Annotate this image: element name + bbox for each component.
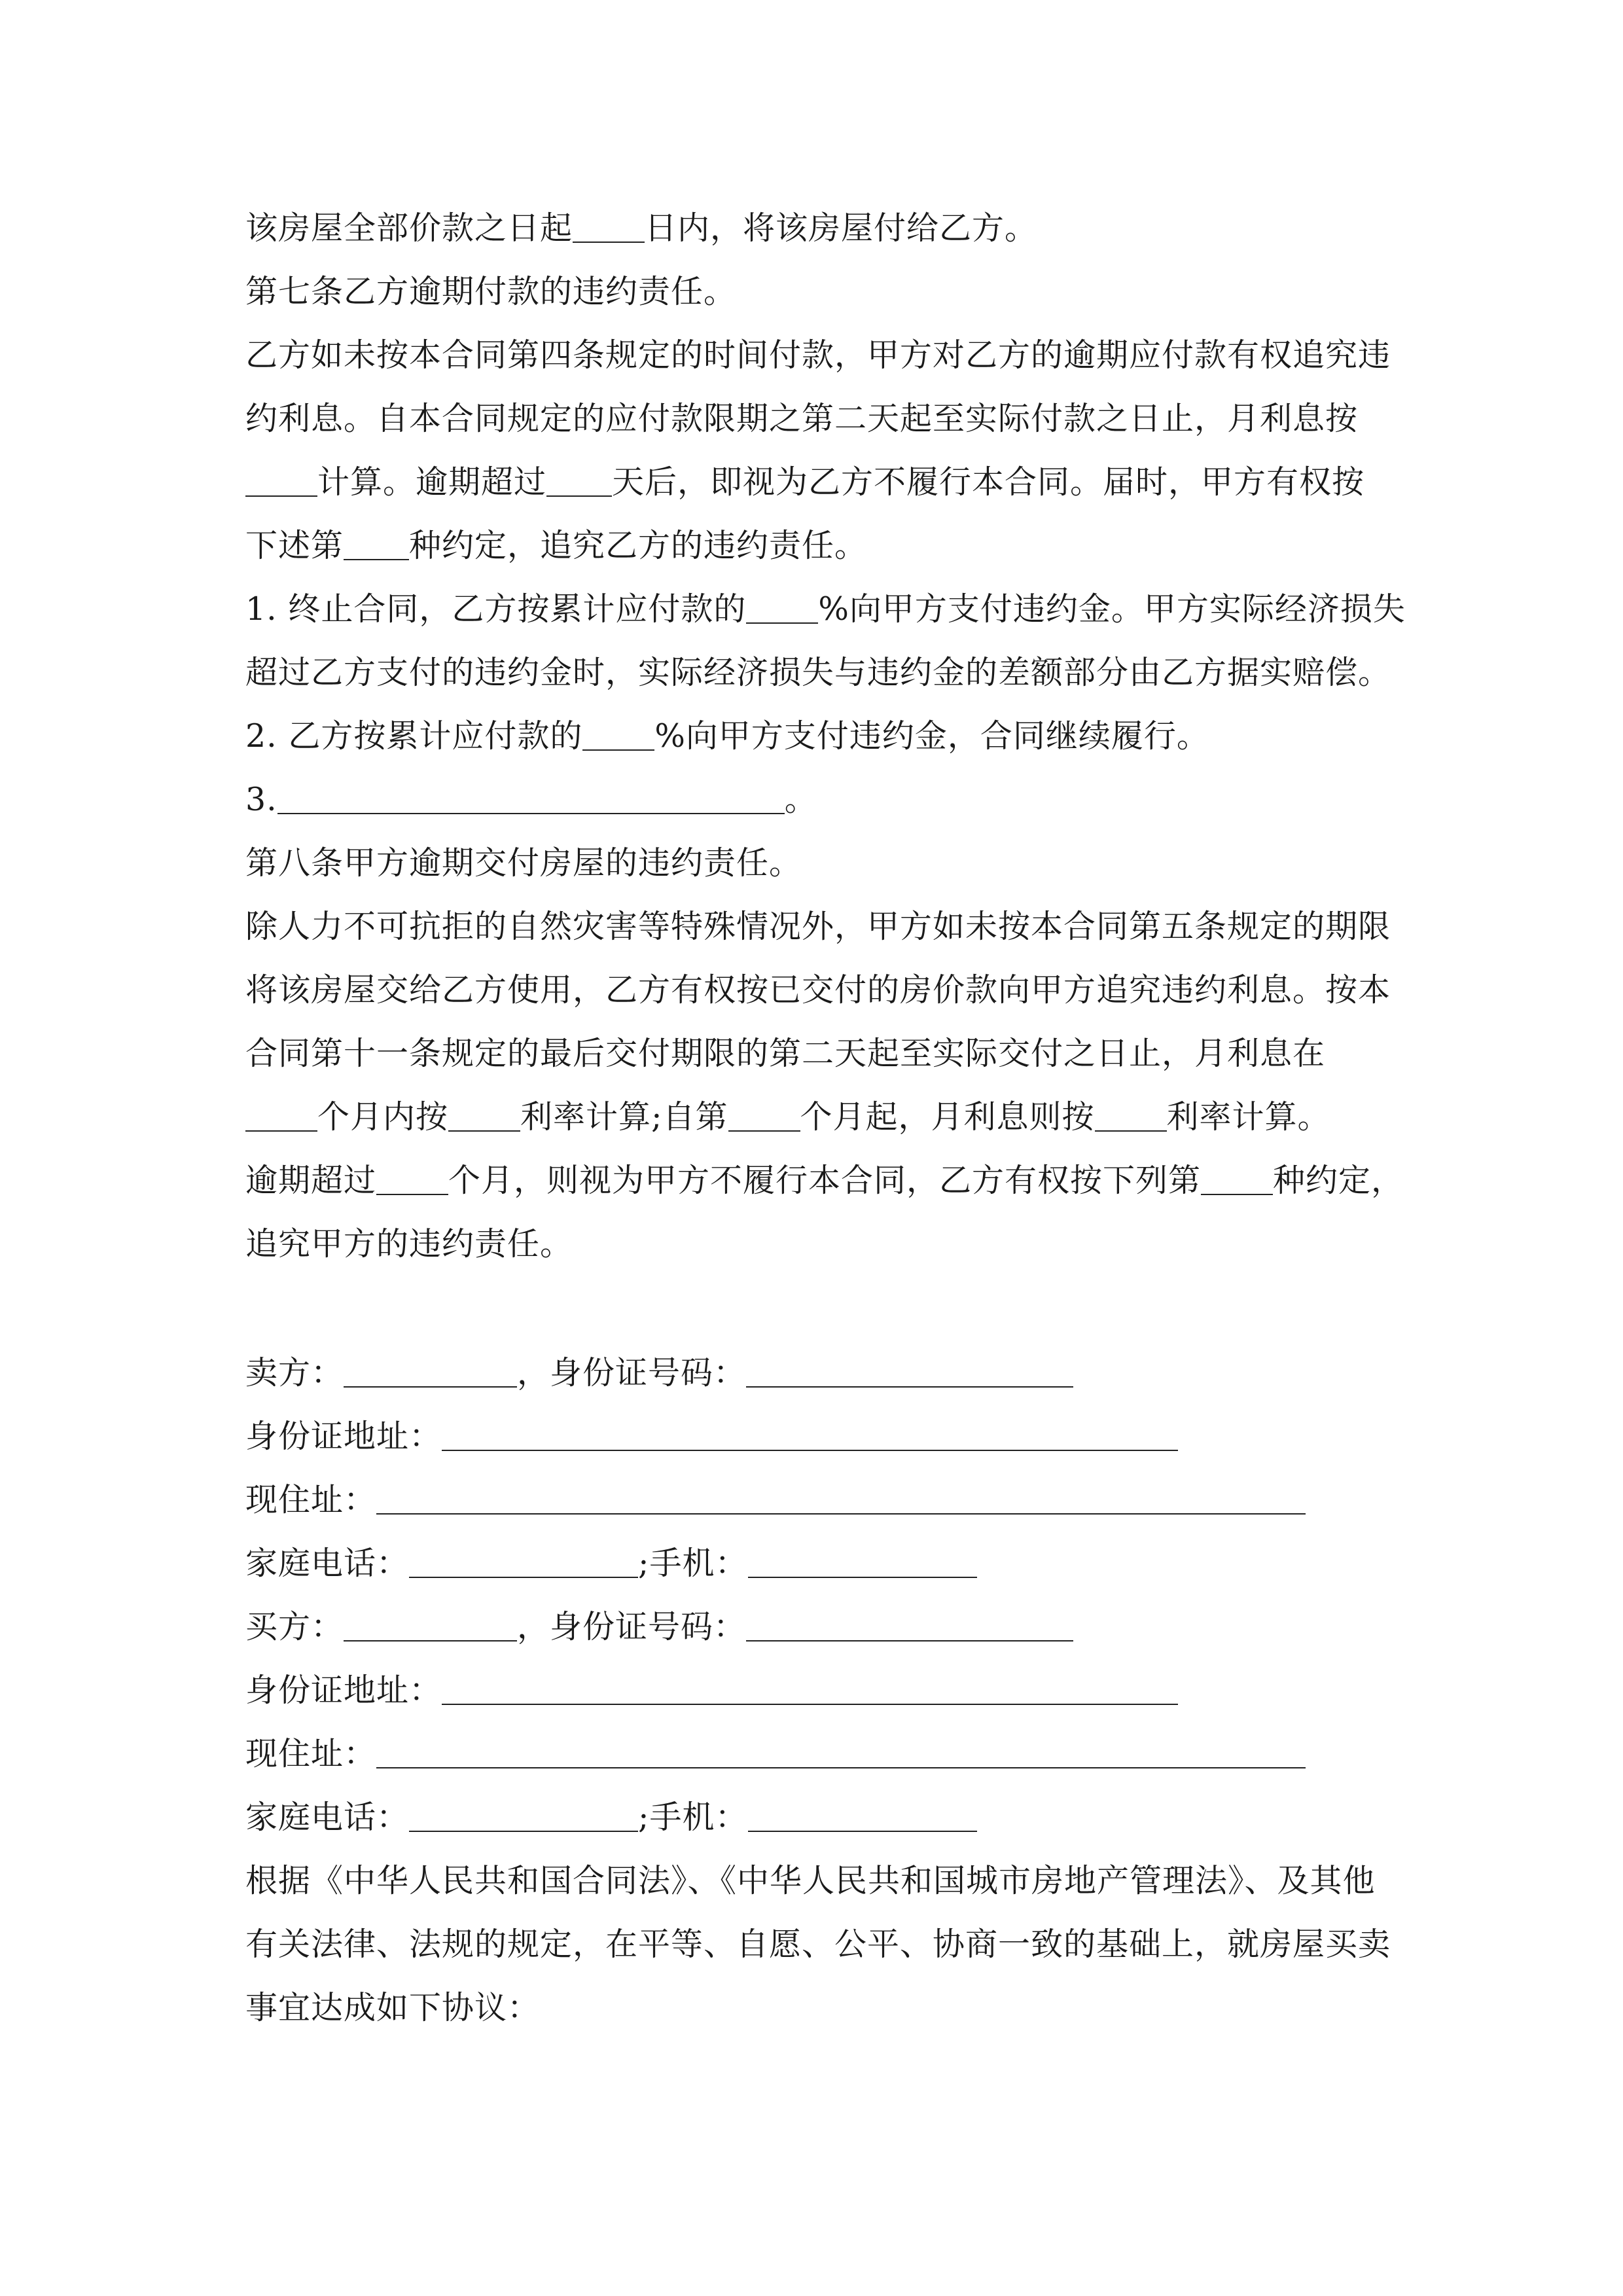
- blank-field[interactable]: [728, 1087, 800, 1132]
- clause-eight-line: 个月内按 利率计算;自第 个月起，月利息则按 利率计算。: [245, 1085, 1384, 1149]
- seller-name-row: 卖方： ，身份证号码：: [245, 1341, 1384, 1405]
- seller-address-field[interactable]: [376, 1470, 1306, 1515]
- blank-field[interactable]: [245, 1087, 317, 1132]
- clause-seven-title: 第七条乙方逾期付款的违约责任。: [245, 273, 737, 310]
- clause-eight-line: 除人力不可抗拒的自然灾害等特殊情况外，甲方如未按本合同第五条规定的期限: [245, 908, 1391, 945]
- seller-address-row: 现住址：: [245, 1468, 1384, 1532]
- section-spacer: [245, 1276, 1384, 1341]
- buyer-name-field[interactable]: [344, 1597, 517, 1641]
- blank-field[interactable]: [376, 1151, 448, 1195]
- seller-id-address-field[interactable]: [442, 1407, 1178, 1451]
- buyer-address-field[interactable]: [376, 1724, 1306, 1768]
- clause-seven-line: 下述第 种约定，追究乙方的违约责任。: [245, 514, 1384, 577]
- seller-name-field[interactable]: [344, 1343, 517, 1388]
- clause-eight-line: 将该房屋交给乙方使用，乙方有权按已交付的房价款向甲方追究违约利息。按本: [245, 971, 1391, 1009]
- buyer-phone-field[interactable]: [409, 1787, 638, 1832]
- clause-seven-line: 约利息。自本合同规定的应付款限期之第二天起至实际付款之日止，月利息按: [245, 400, 1359, 437]
- clause-seven-item-3: 3. 。: [245, 768, 1384, 831]
- clause-seven-item-2: 2. 乙方按累计应付款的 %向甲方支付违约金，合同继续履行。: [245, 704, 1384, 768]
- document-body: [245, 196, 1406, 2039]
- buyer-id-address-field[interactable]: [442, 1660, 1178, 1705]
- buyer-phone-row: 家庭电话： ;手机：: [245, 1785, 1384, 1849]
- clause-seven-item-1-cont: 超过乙方支付的违约金时，实际经济损失与违约金的差额部分由乙方据实赔偿。: [245, 654, 1391, 691]
- seller-id-field[interactable]: [746, 1343, 1073, 1388]
- buyer-id-field[interactable]: [746, 1597, 1073, 1641]
- clause-eight-title: 第八条甲方逾期交付房屋的违约责任。: [245, 844, 802, 882]
- preamble-line: 事宜达成如下协议：: [245, 1989, 541, 2026]
- blank-field[interactable]: [582, 706, 654, 751]
- clause-seven-line: 乙方如未按本合同第四条规定的时间付款，甲方对乙方的逾期应付款有权追究违: [245, 336, 1391, 374]
- clause-seven-item-1: 1. 终止合同，乙方按累计应付款的 %向甲方支付违约金。甲方实际经济损失: [245, 577, 1384, 641]
- seller-id-address-row: 身份证地址：: [245, 1405, 1384, 1468]
- buyer-id-address-row: 身份证地址：: [245, 1659, 1384, 1722]
- blank-field[interactable]: [573, 198, 645, 243]
- clause-eight-line: 逾期超过 个月，则视为甲方不履行本合同，乙方有权按下列第 种约定，: [245, 1149, 1384, 1212]
- blank-field[interactable]: [245, 452, 317, 497]
- seller-phone-row: 家庭电话： ;手机：: [245, 1532, 1384, 1595]
- blank-field[interactable]: [448, 1087, 520, 1132]
- clause-eight-line: 追究甲方的违约责任。: [245, 1225, 573, 1263]
- blank-field[interactable]: [1095, 1087, 1167, 1132]
- preamble-line: 根据《中华人民共和国合同法》、《中华人民共和国城市房地产管理法》、及其他: [245, 1862, 1376, 1899]
- buyer-name-row: 买方： ，身份证号码：: [245, 1595, 1384, 1659]
- blank-field[interactable]: [277, 770, 785, 814]
- preamble-line: 有关法律、法规的规定，在平等、自愿、公平、协商一致的基础上，就房屋买卖: [245, 1926, 1391, 1963]
- blank-field[interactable]: [746, 579, 818, 624]
- blank-field[interactable]: [344, 516, 409, 560]
- clause-eight-line: 合同第十一条规定的最后交付期限的第二天起至实际交付之日止，月利息在: [245, 1035, 1326, 1072]
- seller-mobile-field[interactable]: [748, 1534, 977, 1578]
- clause-six-tail: 该房屋全部价款之日起 日内，将该房屋付给乙方。: [245, 196, 1384, 260]
- clause-seven-line: 计算。逾期超过 天后，即视为乙方不履行本合同。届时，甲方有权按: [245, 450, 1384, 514]
- blank-field[interactable]: [546, 452, 612, 497]
- buyer-mobile-field[interactable]: [748, 1787, 977, 1832]
- buyer-address-row: 现住址：: [245, 1722, 1384, 1785]
- seller-phone-field[interactable]: [409, 1534, 638, 1578]
- blank-field[interactable]: [1201, 1151, 1273, 1195]
